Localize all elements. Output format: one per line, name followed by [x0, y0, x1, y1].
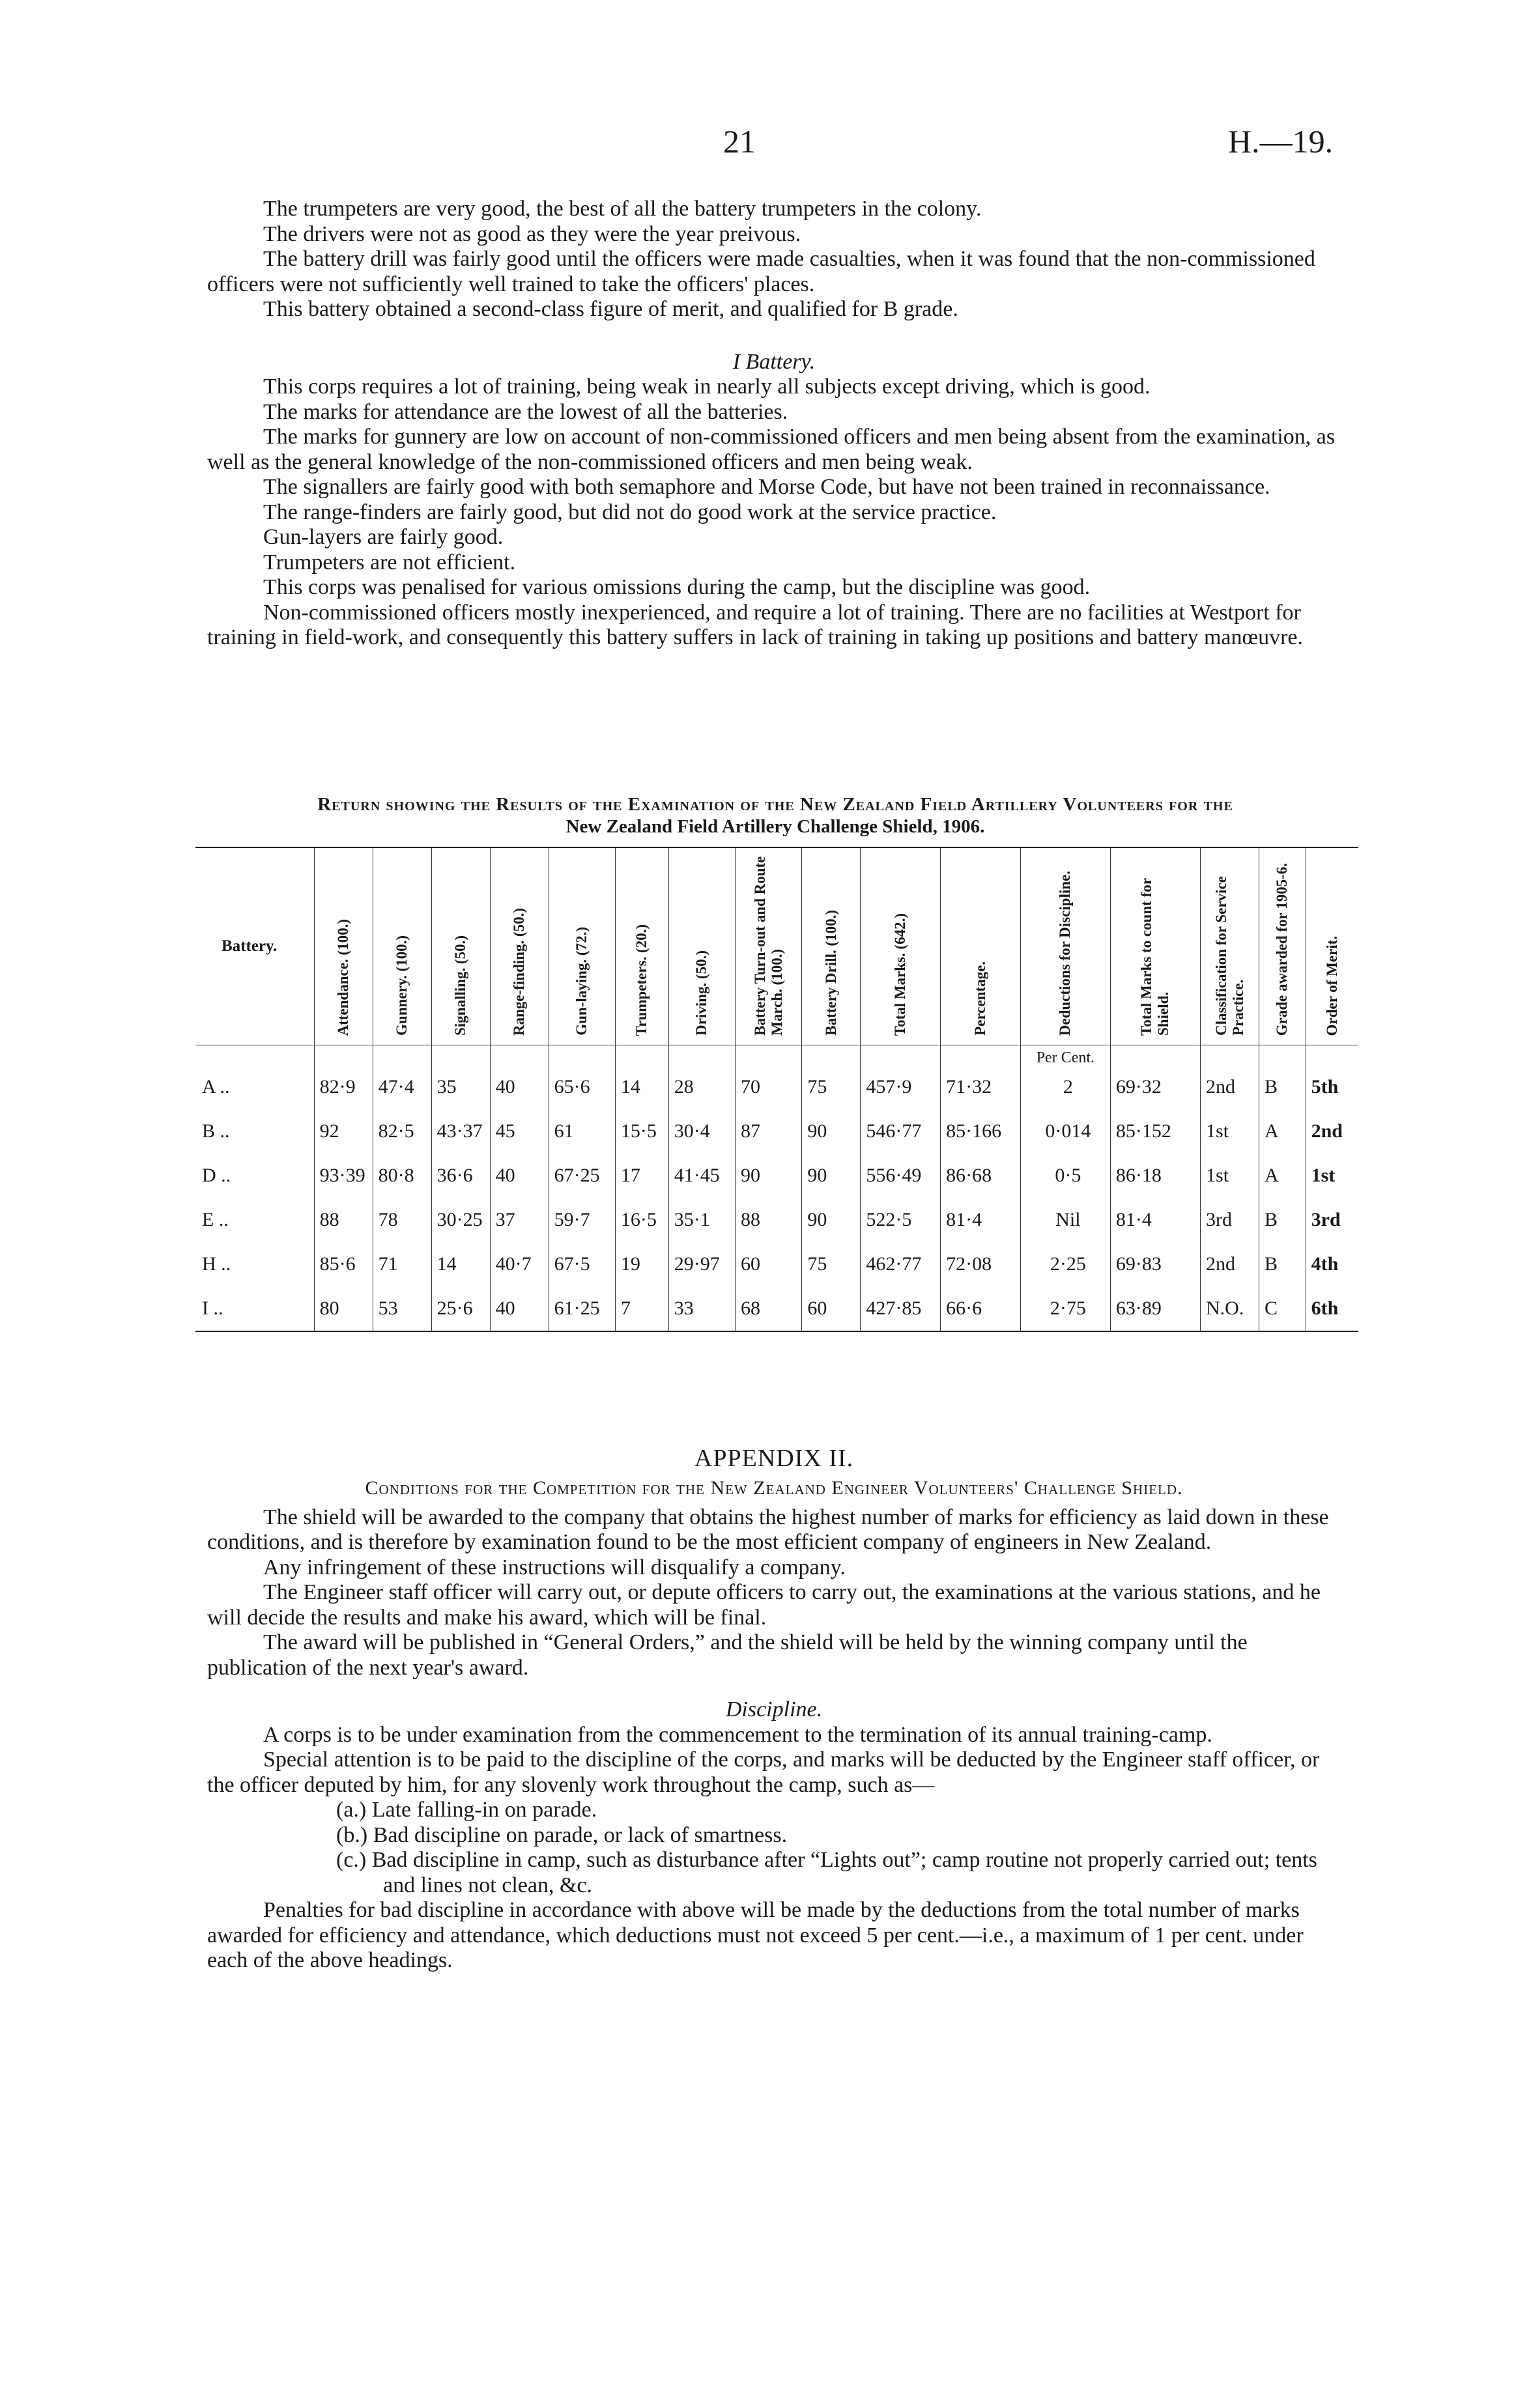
table-cell: C — [1259, 1286, 1306, 1331]
column-header: Driving. (50.) — [668, 847, 735, 1045]
table-cell: 61 — [549, 1109, 615, 1154]
table-cell: 2·25 — [1020, 1242, 1110, 1286]
table-cell: 15·5 — [615, 1109, 668, 1154]
paragraph: The Engineer staff officer will carry out, or depute officers to carry out, the examinations at the various stations, and he will decide the results and make his award, which will be final. — [207, 1580, 1321, 1630]
table-cell: 86·68 — [941, 1154, 1021, 1198]
column-header: Deductions for Discipline. — [1020, 847, 1110, 1045]
table-cell: 522·5 — [861, 1198, 941, 1242]
table-cell: B — [1259, 1045, 1306, 1110]
column-header: Classification for Service Practice. — [1201, 847, 1259, 1045]
table-cell: 2nd — [1201, 1242, 1259, 1286]
table-cell: 66·6 — [941, 1286, 1021, 1331]
paragraph: The signallers are fairly good with both semaphore and Morse Code, but have not been trained in reconnaissance. — [263, 475, 1270, 499]
table-title — [195, 793, 1355, 838]
column-header: Range-finding. (50.) — [490, 847, 549, 1045]
paragraph: The battery drill was fairly good until the officers were made casualties, when it was found that the non-commissioned officers were not sufficiently well trained to take the officers' places. — [207, 247, 1315, 296]
list-item: (b.) Bad discipline on parade, or lack of smartness. — [336, 1822, 788, 1847]
table-cell: 35·1 — [668, 1198, 735, 1242]
table-cell: 81·4 — [1110, 1198, 1200, 1242]
table-cell: 75 — [802, 1045, 861, 1110]
table-cell: 80·8 — [373, 1154, 431, 1198]
paragraph: This corps was penalised for various omissions during the camp, but the discipline was good. — [263, 575, 1091, 599]
results-table — [195, 847, 1358, 1332]
table-cell: 85·6 — [314, 1242, 373, 1286]
table-cell: 45 — [490, 1109, 549, 1154]
column-header: Grade awarded for 1905-6. — [1259, 847, 1306, 1045]
table-cell: 3rd — [1201, 1198, 1259, 1242]
column-header: Battery Turn-out and Route March. (100.) — [736, 847, 802, 1045]
table-cell: A .. — [202, 1076, 230, 1098]
table-cell: 90 — [802, 1109, 861, 1154]
document-reference: H.—19. — [1228, 123, 1334, 160]
table-cell: 93·39 — [314, 1154, 373, 1198]
paragraph: The drivers were not as good as they were the year preivous. — [263, 221, 801, 246]
column-header: Signalling. (50.) — [431, 847, 490, 1045]
table-cell: 63·89 — [1110, 1286, 1200, 1331]
table-cell: 2nd — [1306, 1109, 1358, 1154]
table-header-row — [195, 847, 1358, 1045]
table-cell: 90 — [802, 1198, 861, 1242]
paragraph: The marks for gunnery are low on account of non-commissioned officers and men being absent from the examination, as well as the general knowledge of the non-commissioned officers and men being weak. — [207, 425, 1336, 474]
column-header: Gun-laying. (72.) — [549, 847, 615, 1045]
table-cell: B — [1259, 1198, 1306, 1242]
table-cell: 69·83 — [1110, 1242, 1200, 1286]
table-cell: 40 — [490, 1286, 549, 1331]
table-cell: 85·152 — [1110, 1109, 1200, 1154]
table-cell: 2·75 — [1020, 1286, 1110, 1331]
table-cell: 28 — [668, 1045, 735, 1110]
table-cell: 88 — [736, 1198, 802, 1242]
column-header: Battery. — [195, 847, 314, 1045]
column-header: Trumpeters. (20.) — [615, 847, 668, 1045]
table-cell: 35 — [431, 1045, 490, 1110]
appendix-section — [207, 1446, 1341, 1974]
paragraph: Gun-layers are fairly good. — [263, 525, 504, 549]
table-cell: A — [1259, 1109, 1306, 1154]
table-cell: 33 — [668, 1286, 735, 1331]
paragraph: Trumpeters are not efficient. — [263, 550, 516, 574]
table-row — [195, 1286, 1358, 1331]
table-cell: 60 — [736, 1242, 802, 1286]
table-cell: 88 — [314, 1198, 373, 1242]
table-cell: 53 — [373, 1286, 431, 1331]
page-number: 21 — [723, 123, 756, 160]
paragraph: The marks for attendance are the lowest of all the batteries. — [263, 399, 788, 424]
paragraph: This battery obtained a second-class figure of merit, and qualified for B grade. — [263, 297, 958, 321]
table-cell: 4th — [1306, 1242, 1358, 1286]
table-cell: 67·25 — [549, 1154, 615, 1198]
table-cell: 556·49 — [861, 1154, 941, 1198]
table-row — [195, 1154, 1358, 1198]
table-cell: 90 — [736, 1154, 802, 1198]
table-cell: 29·97 — [668, 1242, 735, 1286]
table-cell: 0·014 — [1020, 1109, 1110, 1154]
paragraph: The trumpeters are very good, the best of all the battery trumpeters in the colony. — [263, 197, 982, 221]
paragraph: Any infringement of these instructions will disqualify a company. — [263, 1555, 846, 1579]
table-cell: 86·18 — [1110, 1154, 1200, 1198]
list-item: (c.) Bad discipline in camp, such as disturbance after “Lights out”; camp routine not properly carried out; tents and lines not clean, &c. — [336, 1848, 1317, 1897]
appendix-title: APPENDIX II. — [694, 1445, 854, 1472]
table-cell: 30·4 — [668, 1109, 735, 1154]
table-cell: 36·6 — [431, 1154, 490, 1198]
table-cell: 30·25 — [431, 1198, 490, 1242]
table-cell: 546·77 — [861, 1109, 941, 1154]
table-cell: 65·6 — [549, 1045, 615, 1110]
paragraph: The shield will be awarded to the company that obtains the highest number of marks for efficiency as laid down in these conditions, and is therefore by examination found to be the most efficient company of engineers in New Zealand. — [207, 1505, 1329, 1554]
table-cell: 78 — [373, 1198, 431, 1242]
table-cell: 14 — [431, 1242, 490, 1286]
table-cell: 0·5 — [1020, 1154, 1110, 1198]
table-cell: D .. — [202, 1165, 231, 1186]
table-cell: 68 — [736, 1286, 802, 1331]
table-cell: Per Cent. 2 — [1020, 1045, 1110, 1110]
table-cell: 71·32 — [941, 1045, 1021, 1110]
table-cell: 90 — [802, 1154, 861, 1198]
table-cell: 1st — [1201, 1109, 1259, 1154]
table-row — [195, 1109, 1358, 1154]
table-cell: 60 — [802, 1286, 861, 1331]
table-cell: I .. — [195, 1286, 314, 1331]
table-cell: Nil — [1020, 1198, 1110, 1242]
table-cell: B .. — [202, 1120, 230, 1142]
battery-report-text — [207, 197, 1341, 651]
table-cell: 92 — [314, 1109, 373, 1154]
section-heading-discipline: Discipline. — [725, 1697, 823, 1721]
paragraph: The award will be published in “General Orders,” and the shield will be held by the winning company until the publication of the next year's award. — [207, 1630, 1248, 1680]
table-cell: 16·5 — [615, 1198, 668, 1242]
column-header: Gunnery. (100.) — [373, 847, 431, 1045]
table-cell: 82·9 — [314, 1045, 373, 1110]
table-cell: 85·166 — [941, 1109, 1021, 1154]
table-cell: 40·7 — [490, 1242, 549, 1286]
section-heading-i-battery: I Battery. — [732, 349, 816, 374]
table-cell: 70 — [736, 1045, 802, 1110]
table-cell: 5th — [1306, 1045, 1358, 1110]
paragraph: Penalties for bad discipline in accordance with above will be made by the deductions from the total number of marks awarded for efficiency and attendance, which deductions must not exceed 5 per cent.—i.e., a maximum of 1 per cent. under each of the above headings. — [207, 1898, 1304, 1972]
column-header: Percentage. — [941, 847, 1021, 1045]
table-cell: 80 — [314, 1286, 373, 1331]
table-cell: 7 — [615, 1286, 668, 1331]
table-cell: 37 — [490, 1198, 549, 1242]
table-cell: 6th — [1306, 1286, 1358, 1331]
table-row — [195, 1242, 1358, 1286]
table-cell: 87 — [736, 1109, 802, 1154]
column-header: Battery Drill. (100.) — [802, 847, 861, 1045]
paragraph: A corps is to be under examination from the commencement to the termination of its annual training-camp. — [263, 1722, 1212, 1747]
table-cell: 43·37 — [431, 1109, 490, 1154]
table-cell: 40 — [490, 1154, 549, 1198]
table-cell: E .. — [202, 1209, 229, 1230]
table-cell: 67·5 — [549, 1242, 615, 1286]
table-cell: 59·7 — [549, 1198, 615, 1242]
table-row — [195, 1045, 1358, 1110]
paragraph: This corps requires a lot of training, being weak in nearly all subjects except driving, which is good. — [263, 375, 1151, 399]
table-row — [195, 1198, 1358, 1242]
table-cell: 14 — [615, 1045, 668, 1110]
table-cell: 72·08 — [941, 1242, 1021, 1286]
table-cell: 2nd — [1201, 1045, 1259, 1110]
table-cell: 82·5 — [373, 1109, 431, 1154]
table-cell: 41·45 — [668, 1154, 735, 1198]
table-cell: 47·4 — [373, 1045, 431, 1110]
appendix-subtitle: Conditions for the Competition for the New Zealand Engineer Volunteers' Challenge Shield. — [365, 1477, 1183, 1499]
table-cell: A — [1259, 1154, 1306, 1198]
paragraph: Non-commissioned officers mostly inexperienced, and require a lot of training. There are no facilities at Westport for training in field-work, and consequently this battery suffers in lack of training in taking up positions and battery manœuvre. — [207, 600, 1303, 649]
per-cent-label: Per Cent. — [1036, 1049, 1095, 1066]
column-header: Total Marks to count for Shield. — [1110, 847, 1200, 1045]
paragraph: Special attention is to be paid to the discipline of the corps, and marks will be deducted by the Engineer staff officer, or the officer deputed by him, for any slovenly work throughout the camp, such as— — [207, 1748, 1320, 1797]
table-cell: B — [1259, 1242, 1306, 1286]
table-cell: 1st — [1201, 1154, 1259, 1198]
table-cell: 19 — [615, 1242, 668, 1286]
table-cell: 81·4 — [941, 1198, 1021, 1242]
table-cell: 1st — [1306, 1154, 1358, 1198]
table-cell: 427·85 — [861, 1286, 941, 1331]
table-cell: 75 — [802, 1242, 861, 1286]
table-cell: 462·77 — [861, 1242, 941, 1286]
list-item: (a.) Late falling-in on parade. — [336, 1798, 597, 1822]
table-cell: 61·25 — [549, 1286, 615, 1331]
table-title-line: New Zealand Field Artillery Challenge Shield, 1906. — [565, 816, 985, 837]
table-cell: 69·32 — [1110, 1045, 1200, 1110]
table-cell: 17 — [615, 1154, 668, 1198]
column-header: Order of Merit. — [1306, 847, 1358, 1045]
column-header: Total Marks. (642.) — [861, 847, 941, 1045]
table-cell: 3rd — [1306, 1198, 1358, 1242]
table-cell: 71 — [373, 1242, 431, 1286]
table-cell: N.O. — [1201, 1286, 1259, 1331]
table-title-line: Return showing the Results of the Examination of the New Zealand Field Artillery Volunteers for the — [317, 794, 1233, 815]
paragraph: The range-finders are fairly good, but did not do good work at the service practice. — [263, 500, 997, 524]
table-cell: 40 — [490, 1045, 549, 1110]
table-cell: 25·6 — [431, 1286, 490, 1331]
table-cell: H .. — [202, 1253, 231, 1275]
table-cell: 457·9 — [861, 1045, 941, 1110]
column-header: Attendance. (100.) — [314, 847, 373, 1045]
